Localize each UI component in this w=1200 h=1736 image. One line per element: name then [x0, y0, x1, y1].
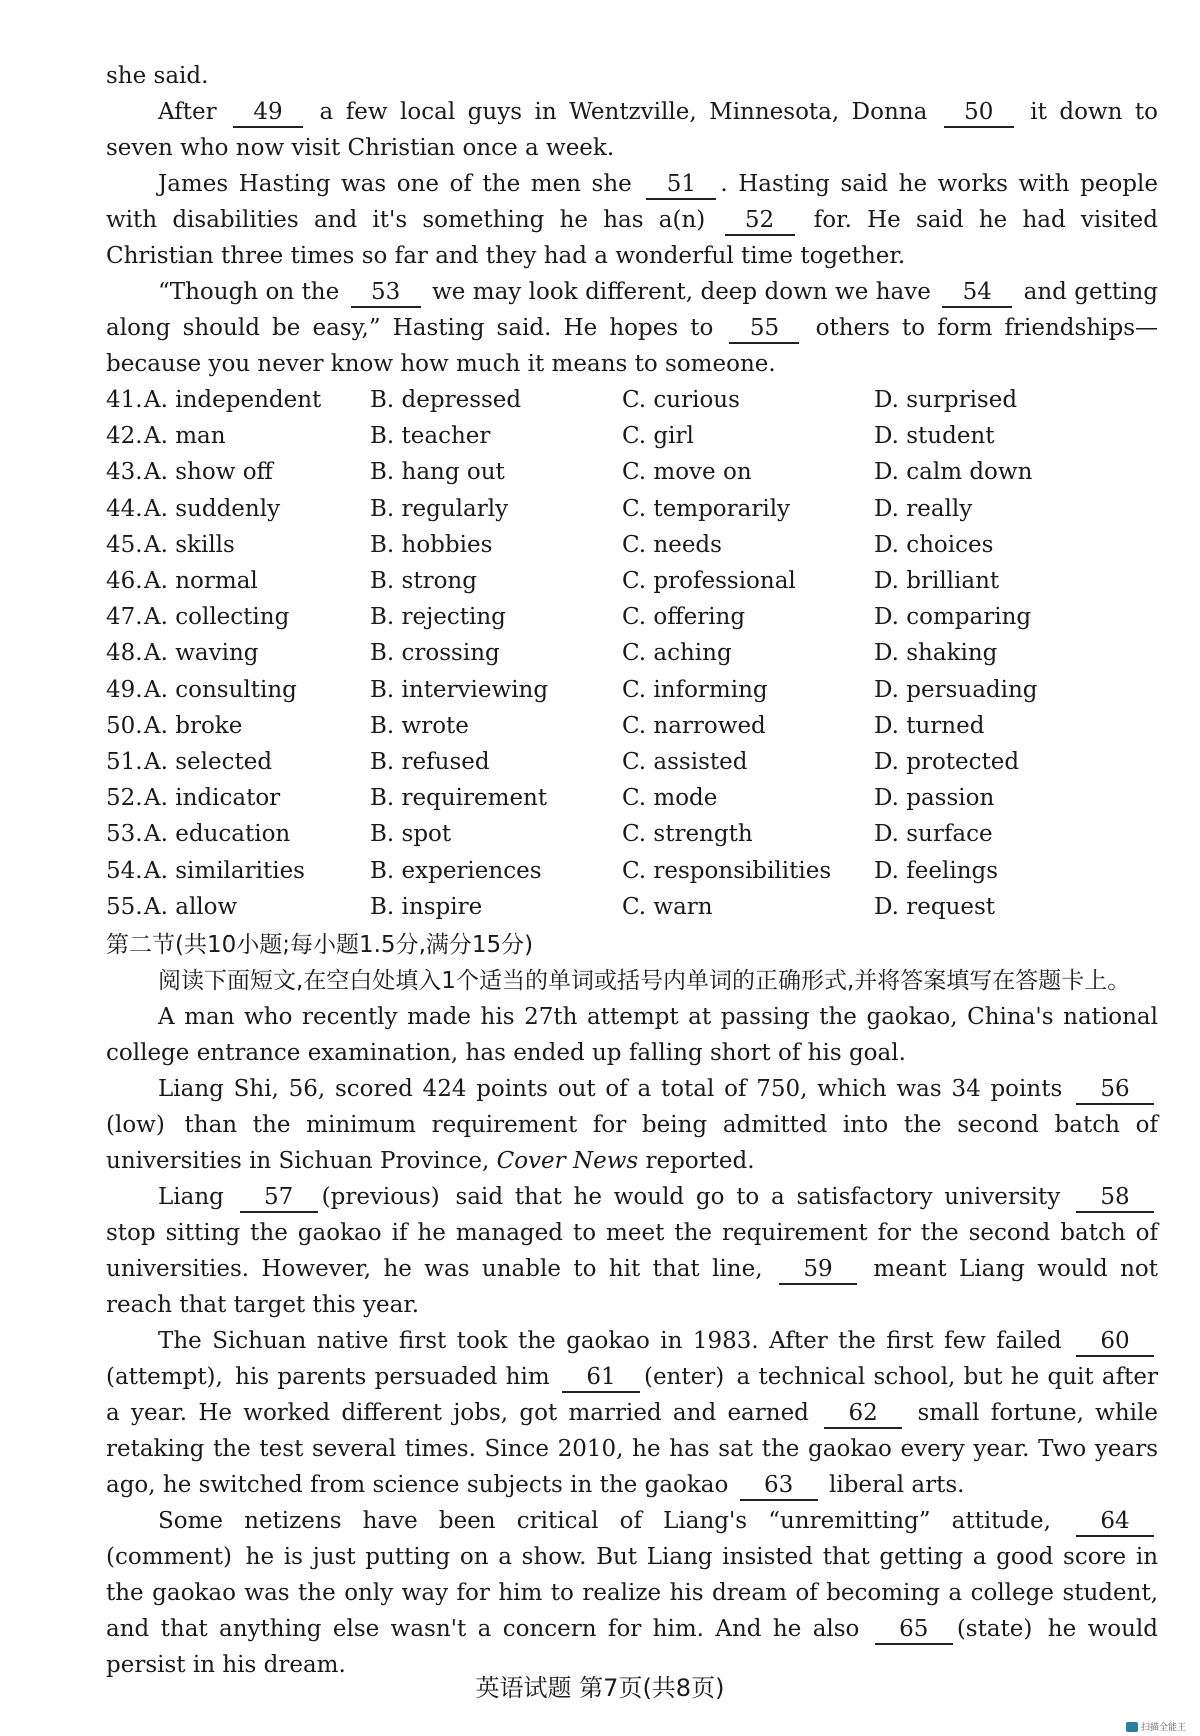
text: James Hasting was one of the men she: [158, 171, 632, 197]
option-a: A. similarities: [144, 857, 305, 884]
blank-59: 59: [779, 1255, 857, 1285]
hint: (low): [106, 1111, 165, 1138]
blank-58: 58: [1076, 1183, 1154, 1213]
blank-62: 62: [824, 1399, 902, 1429]
paragraph: [106, 274, 1158, 382]
text: for. He said he had visited Christian three times so far and they had a wonderful time together.: [106, 207, 1159, 269]
option-a: A. broke: [144, 712, 243, 739]
option-row: [106, 563, 1158, 599]
option-row: [106, 816, 1158, 852]
scanner-logo-icon: [1126, 1722, 1138, 1732]
option-c: C. strength: [622, 821, 753, 848]
text: his parents persuaded him: [235, 1363, 550, 1390]
options-list: [106, 382, 1158, 925]
paragraph: [106, 1071, 1158, 1179]
question-number: 52.: [106, 785, 143, 812]
option-row: [106, 744, 1158, 780]
paragraph: [106, 1323, 1158, 1503]
text: he would persist in his dream.: [106, 1615, 1159, 1678]
option-c: C. move on: [622, 459, 752, 486]
option-d: D. protected: [874, 748, 1020, 775]
blank-63: 63: [740, 1471, 818, 1501]
option-a: A. skills: [144, 531, 235, 558]
option-a: A. allow: [144, 893, 238, 920]
option-row: [106, 635, 1158, 671]
section-instruction: 阅读下面短文,在空白处填入1个适当的单词或括号内单词的正确形式,并将答案填写在答题卡上。: [158, 967, 1131, 994]
blank-51: 51: [646, 170, 716, 200]
option-b: B. regularly: [370, 495, 509, 522]
text: liberal arts.: [829, 1471, 965, 1498]
blank-55: 55: [729, 314, 799, 344]
question-number: 43.: [106, 459, 143, 486]
question-number: 46.: [106, 568, 143, 595]
blank-49: 49: [233, 98, 303, 128]
text: Liang: [158, 1183, 224, 1210]
option-d: D. shaking: [874, 640, 998, 667]
text: . Hasting said he works with people with disabilities and it's something he has a(n): [106, 171, 1158, 233]
option-row: [106, 672, 1158, 708]
text: we may look different, deep down we have: [432, 279, 931, 305]
hint: (attempt),: [106, 1363, 223, 1390]
option-b: B. interviewing: [370, 676, 549, 703]
option-a: A. man: [144, 423, 226, 450]
option-row: [106, 599, 1158, 635]
question-number: 55.: [106, 893, 143, 920]
question-number: 51.: [106, 748, 143, 775]
option-row: [106, 418, 1158, 454]
blank-50: 50: [944, 98, 1014, 128]
text: than the minimum requirement for being admitted into the second batch of universities in Sichuan Province,: [106, 1111, 1158, 1174]
option-a: A. show off: [144, 459, 273, 486]
option-c: C. assisted: [622, 748, 748, 775]
option-b: B. strong: [370, 568, 477, 595]
paragraph: [106, 1503, 1158, 1683]
text: Some netizens have been critical of Liang's “unremitting” attitude,: [158, 1507, 1051, 1534]
blank-54: 54: [942, 278, 1012, 308]
blank-61: 61: [562, 1363, 640, 1393]
paragraph: [106, 166, 1158, 274]
option-a: A. consulting: [144, 676, 297, 703]
text: meant Liang would not reach that target this year.: [106, 1255, 1159, 1318]
option-b: B. refused: [370, 748, 490, 775]
option-b: B. crossing: [370, 640, 500, 667]
option-c: C. warn: [622, 893, 713, 920]
text: he is just putting on a show. But Liang insisted that getting a good score in the gaokao was the only way for him to realize his dream of becoming a college student, and that anything else wasn't a concern for him. And he also: [106, 1543, 1159, 1642]
option-a: A. normal: [144, 568, 258, 595]
text: small fortune, while retaking the test several times. Since 2010, he has sat the gaokao every year. Two years ago, he switched from science subjects in the gaokao: [106, 1399, 1158, 1498]
scanner-watermark: [1126, 1720, 1186, 1733]
passage-end: [106, 58, 1158, 1683]
option-c: C. needs: [622, 531, 722, 558]
option-d: D. brilliant: [874, 568, 1000, 595]
text: a technical school, but he quit after a year. He worked different jobs, got married and earned: [106, 1363, 1159, 1426]
option-row: [106, 527, 1158, 563]
hint: (state): [956, 1615, 1033, 1642]
text: The Sichuan native first took the gaokao in 1983. After the first few failed: [158, 1327, 1062, 1354]
passage-line: she said.: [106, 63, 209, 89]
blank-52: 52: [725, 206, 795, 236]
question-number: 44.: [106, 495, 143, 522]
option-a: A. education: [144, 821, 291, 848]
option-d: D. turned: [874, 712, 985, 739]
text: reported.: [645, 1147, 755, 1174]
option-d: D. persuading: [874, 676, 1038, 703]
option-b: B. depressed: [370, 387, 522, 414]
question-number: 49.: [106, 676, 143, 703]
question-number: 42.: [106, 423, 143, 450]
question-number: 53.: [106, 821, 143, 848]
option-d: D. surprised: [874, 387, 1018, 414]
question-number: 41.: [106, 387, 143, 414]
section-title: 第二节(共10小题;每小题1.5分,满分15分): [106, 931, 534, 958]
option-d: D. surface: [874, 821, 993, 848]
option-c: C. professional: [622, 568, 796, 595]
option-a: A. indicator: [144, 785, 281, 812]
option-b: B. spot: [370, 821, 452, 848]
text: others to form friendships—because you never know how much it means to someone.: [106, 315, 1159, 377]
option-b: B. hang out: [370, 459, 505, 486]
watermark-text: 扫描全能王: [1140, 1723, 1186, 1733]
option-d: D. comparing: [874, 604, 1032, 631]
question-number: 54.: [106, 857, 143, 884]
option-row: [106, 708, 1158, 744]
text: it down to seven who now visit Christian once a week.: [106, 99, 1159, 161]
option-row: [106, 780, 1158, 816]
page-footer: 英语试题 第7页(共8页): [475, 1674, 725, 1702]
option-c: C. informing: [622, 676, 768, 703]
text: and getting along should be easy,” Hasting said. He hopes to: [106, 279, 1159, 341]
question-number: 47.: [106, 604, 143, 631]
option-b: B. experiences: [370, 857, 542, 884]
paragraph: [106, 1179, 1158, 1323]
option-a: A. suddenly: [144, 495, 281, 522]
option-d: D. choices: [874, 531, 994, 558]
option-a: A. collecting: [144, 604, 290, 631]
option-c: C. mode: [622, 785, 718, 812]
text: said that he would go to a satisfactory university: [455, 1183, 1061, 1210]
option-b: B. wrote: [370, 712, 469, 739]
option-c: C. narrowed: [622, 712, 766, 739]
blank-53: 53: [351, 278, 421, 308]
option-c: C. girl: [622, 423, 694, 450]
option-c: C. temporarily: [622, 495, 791, 522]
question-number: 48.: [106, 640, 143, 667]
blank-56: 56: [1076, 1075, 1154, 1105]
option-row: [106, 889, 1158, 925]
option-row: [106, 852, 1158, 888]
option-b: B. rejecting: [370, 604, 506, 631]
option-d: D. request: [874, 893, 996, 920]
paragraph: [106, 94, 1158, 166]
option-b: B. inspire: [370, 893, 483, 920]
question-number: 45.: [106, 531, 143, 558]
option-c: C. offering: [622, 604, 746, 631]
hint: (enter): [643, 1363, 725, 1390]
blank-64: 64: [1076, 1507, 1154, 1537]
option-row: [106, 382, 1158, 418]
text: stop sitting the gaokao if he managed to meet the requirement for the second batch of universities. However, he was unable to hit that line,: [106, 1219, 1158, 1282]
option-c: C. aching: [622, 640, 732, 667]
option-d: D. calm down: [874, 459, 1033, 486]
hint: (comment): [106, 1543, 232, 1570]
blank-60: 60: [1076, 1327, 1154, 1357]
blank-65: 65: [875, 1615, 953, 1645]
question-number: 50.: [106, 712, 143, 739]
hint: (previous): [321, 1183, 440, 1210]
option-b: B. requirement: [370, 785, 548, 812]
option-d: D. really: [874, 495, 973, 522]
option-d: D. passion: [874, 785, 995, 812]
source-name: Cover News: [496, 1147, 639, 1174]
text: After: [158, 99, 217, 125]
option-a: A. independent: [144, 387, 322, 414]
option-c: C. curious: [622, 387, 740, 414]
option-b: B. teacher: [370, 423, 491, 450]
text: “Though on the: [158, 279, 340, 305]
option-row: [106, 491, 1158, 527]
text: Liang Shi, 56, scored 424 points out of a total of 750, which was 34 points: [158, 1075, 1063, 1102]
option-a: A. waving: [144, 640, 259, 667]
option-row: [106, 454, 1158, 490]
blank-57: 57: [240, 1183, 318, 1213]
paragraph: A man who recently made his 27th attempt at passing the gaokao, China's national college entrance examination, has ended up falling short of his goal.: [106, 1003, 1158, 1066]
option-d: D. student: [874, 423, 995, 450]
option-c: C. responsibilities: [622, 857, 832, 884]
option-a: A. selected: [144, 748, 273, 775]
text: a few local guys in Wentzville, Minnesota, Donna: [319, 99, 928, 125]
option-d: D. feelings: [874, 857, 999, 884]
option-b: B. hobbies: [370, 531, 493, 558]
